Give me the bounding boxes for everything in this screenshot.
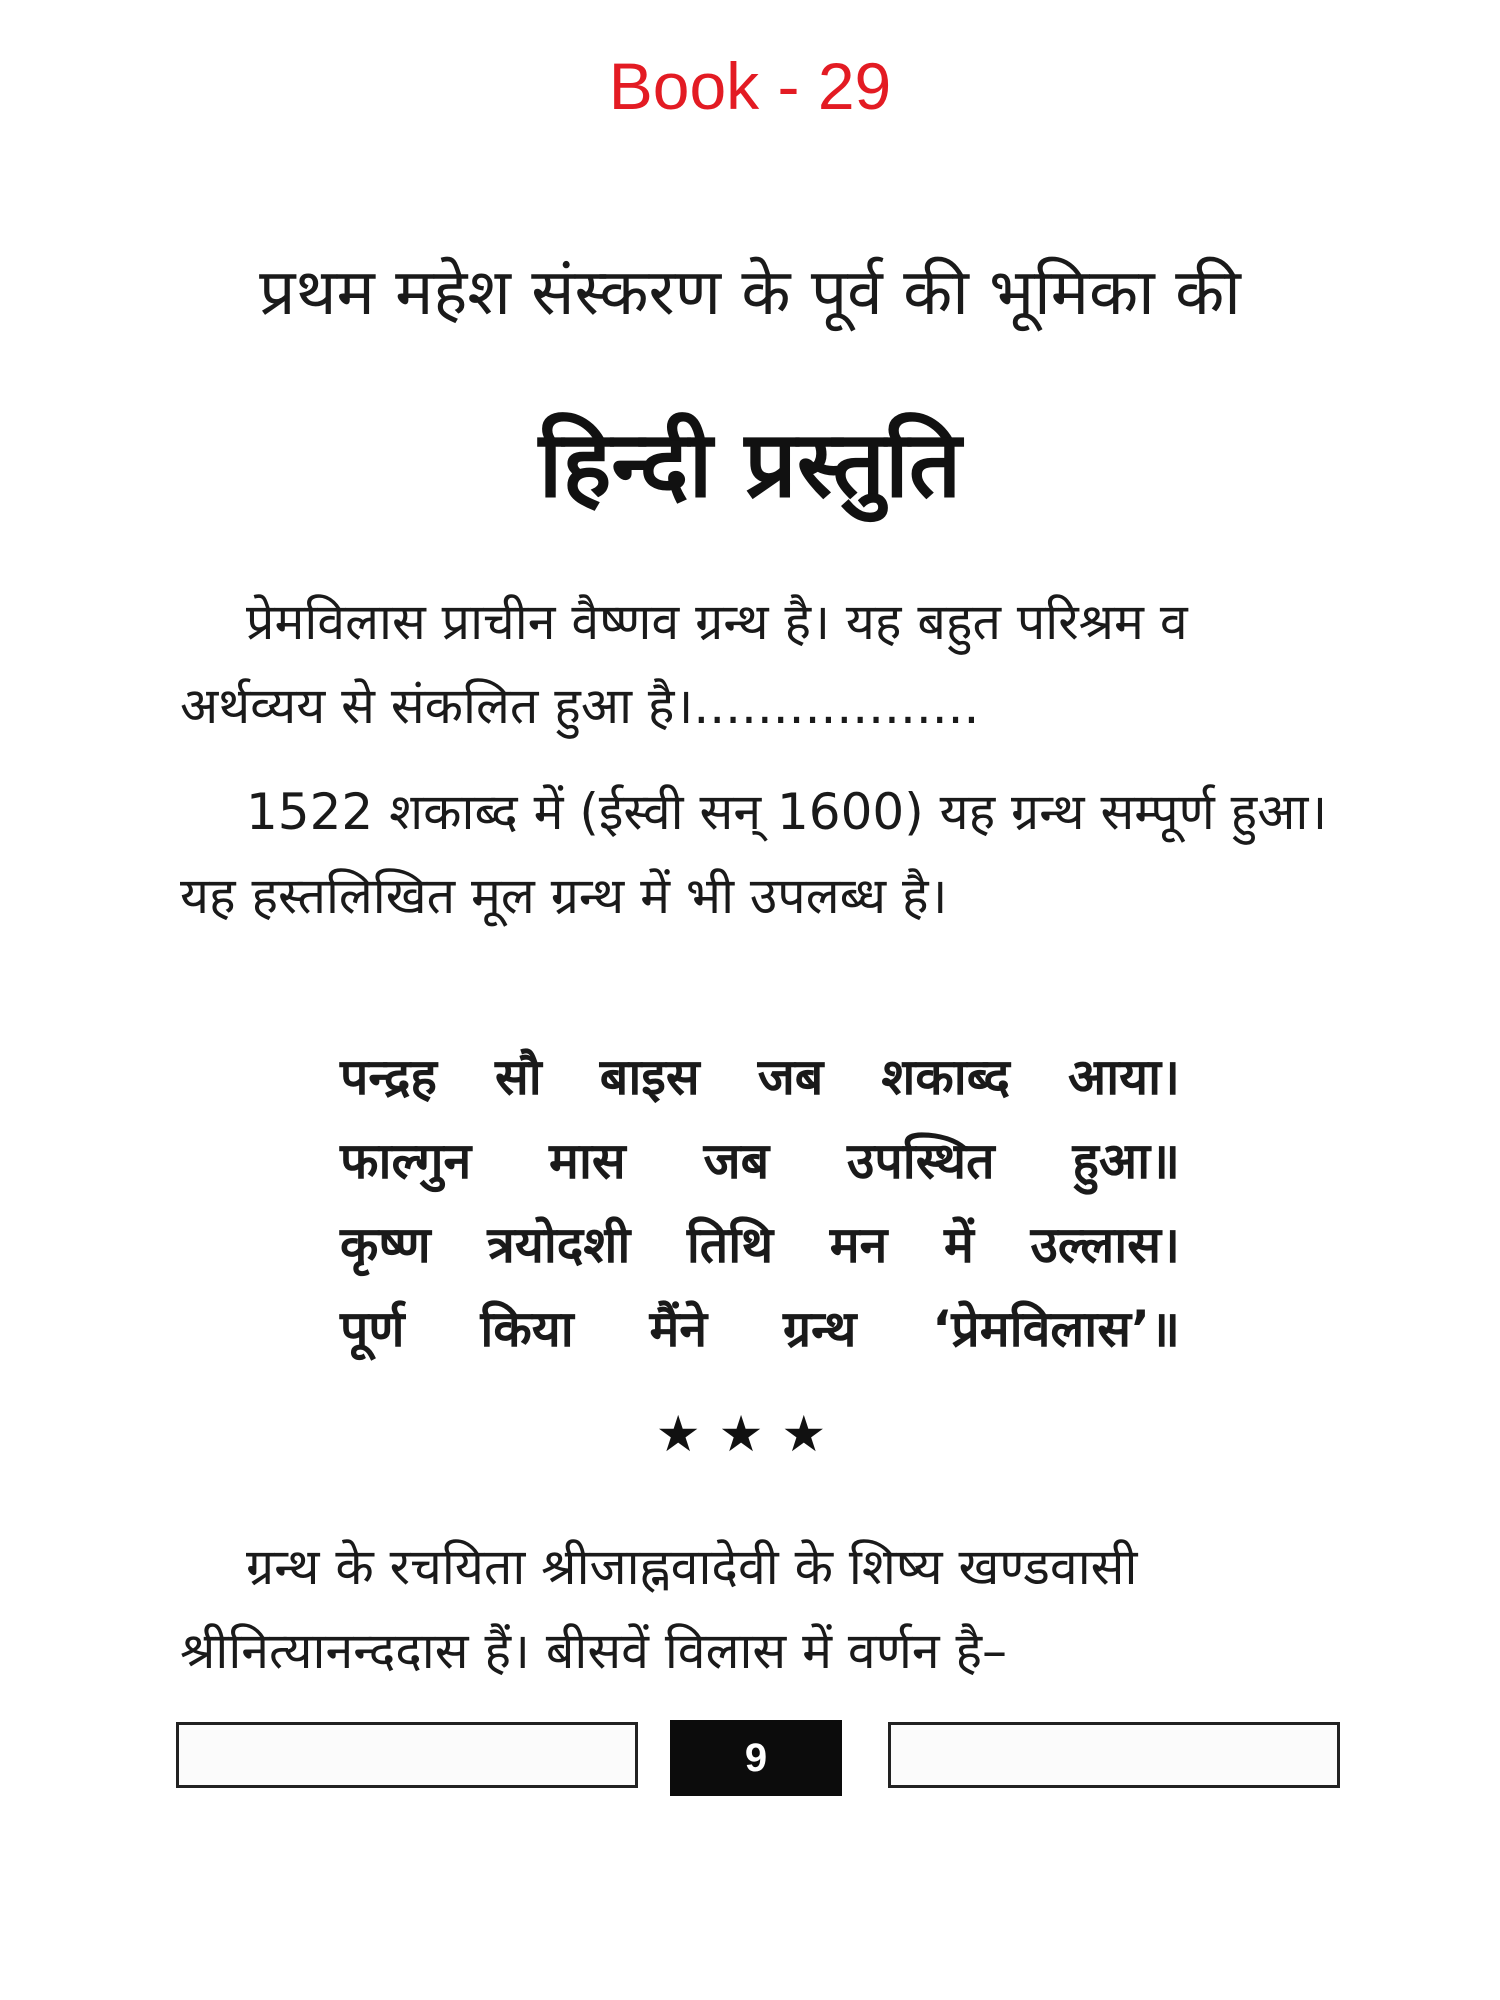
footer-left-box — [176, 1722, 638, 1788]
page-title: हिन्दी प्रस्तुति — [538, 411, 962, 518]
page-number: 9 — [670, 1720, 842, 1796]
verse-line: फाल्गुन मास जब उपस्थित हुआ॥ — [340, 1132, 1180, 1190]
verse-line: पूर्ण किया मैंने ग्रन्थ ‘प्रेमविलास’॥ — [340, 1300, 1180, 1358]
page-subtitle: प्रथम महेश संस्करण के पूर्व की भूमिका की — [259, 256, 1241, 330]
verse-line: पन्द्रह सौ बाइस जब शकाब्द आया। — [340, 1048, 1180, 1106]
paragraph-intro: प्रेमविलास प्राचीन वैष्णव ग्रन्थ है। यह बहुत परिश्रम व अर्थव्यय से संकलित हुआ है।.................. — [180, 593, 1188, 735]
verse-block — [340, 1035, 1180, 1371]
star-separator: ★★★ — [655, 1405, 845, 1463]
paragraph-date: 1522 शकाब्द में (ईस्वी सन् 1600) यह ग्रन्थ सम्पूर्ण हुआ। यह हस्तलिखित मूल ग्रन्थ में भी उपलब्ध है। — [180, 783, 1328, 925]
paragraph-author: ग्रन्थ के रचयिता श्रीजाह्नवादेवी के शिष्य खण्डवासी श्रीनित्यानन्ददास हैं। बीसवें विलास में वर्णन है– — [180, 1538, 1138, 1680]
book-label: Book - 29 — [608, 49, 892, 123]
verse-line: कृष्ण त्रयोदशी तिथि मन में उल्लास। — [340, 1216, 1180, 1274]
footer-right-box — [888, 1722, 1340, 1788]
